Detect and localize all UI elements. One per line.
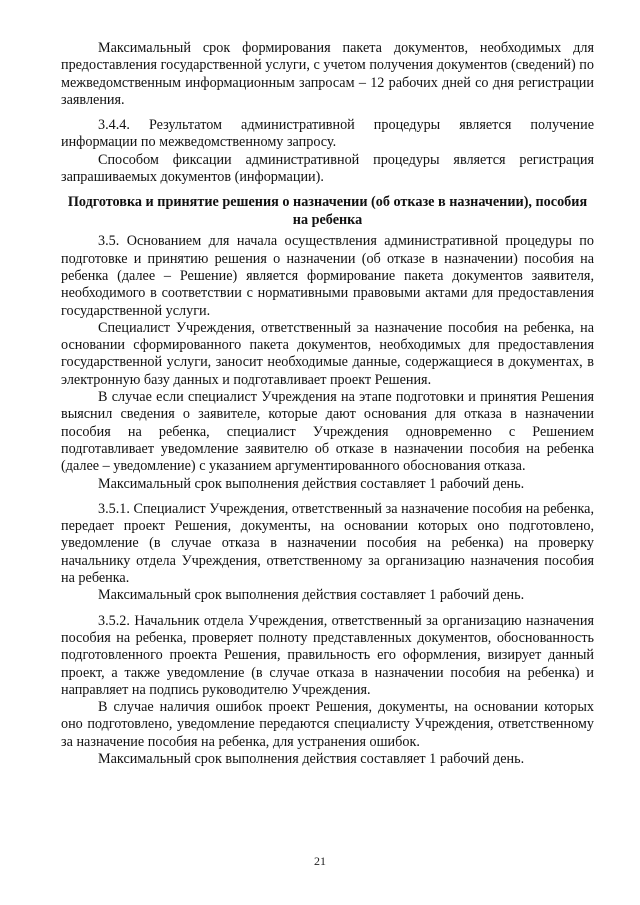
paragraph-deadline-1-day: Максимальный срок выполнения действия составляет 1 рабочий день.: [98, 475, 525, 492]
paragraph-specialist-enters-data: Специалист Учреждения, ответственный за назначение пособия на ребенка, на основании сформированного пакета документов, необходимых для предоставления государственной услуги, заносит необходимые данные, содержащиеся в документах, в электронную базу данных и подготавливает проект Решения.: [61, 319, 594, 388]
paragraph-deadline-12-days: Максимальный срок формирования пакета документов, необходимых для предоставления государственной услуги, с учетом получения документов (сведений) по межведомственным информационным запросам – 12 рабочих дней со дня регистрации заявления.: [61, 40, 594, 108]
paragraph-3-4-4: 3.4.4. Результатом административной процедуры является получение информации по межведомственному запросу.: [61, 117, 594, 151]
paragraph-refusal-case: В случае если специалист Учреждения на этапе подготовки и принятия Решения выяснил сведения о заявителе, которые дают основания для отказа в назначении пособия на ребенка, специалист Учреждения одновременно с Решением подготавливает уведомление заявителю об отказе в назначении пособия на ребенка (далее – уведомление) с указанием аргументированного обоснования отказа.: [61, 389, 594, 475]
paragraph-errors-case: В случае наличия ошибок проект Решения, документы, на основании которых оно подготовлено, уведомление передаются специалисту Учреждения, ответственному за назначение пособия на ребенка, для устранения ошибок.: [61, 699, 594, 750]
paragraph-fixation-method: Способом фиксации административной процедуры является регистрация запрашиваемых документов (информации).: [61, 151, 594, 186]
section-heading: Подготовка и принятие решения о назначении (об отказе в назначении), пособия на ребенка: [67, 194, 588, 228]
document-page: [61, 40, 594, 768]
paragraph-3-5-1: 3.5.1. Специалист Учреждения, ответственный за назначение пособия на ребенка, передает проект Решения, документы, на основании которых оно подготовлено, уведомление (в случае отказа в назначении пособия на ребенка) на проверку начальнику отдела Учреждения, ответственному за организацию назначения пособия на ребенка.: [61, 500, 594, 587]
paragraph-deadline-1-day: Максимальный срок выполнения действия составляет 1 рабочий день.: [98, 750, 525, 767]
paragraph-3-5-2: 3.5.2. Начальник отдела Учреждения, ответственный за организацию назначения пособия на ребенка, проверяет полноту представленных документов, обоснованность подготовленного проекта Решения, правильность его оформления, визирует данный проект, а также уведомление (в случае отказа в назначении пособия на ребенка) и направляет на подпись руководителю Учреждения.: [61, 612, 594, 698]
paragraph-3-5: 3.5. Основанием для начала осуществления административной процедуры по подготовке и принятию решения о назначении (об отказе в назначении) пособия на ребенка (далее – Решение) является формирование пакета документов заявителя, необходимого в соответствии с нормативными правовыми актами для предоставления государственной услуги.: [61, 233, 594, 319]
page-number: 21: [314, 854, 326, 868]
paragraph-deadline-1-day: Максимальный срок выполнения действия составляет 1 рабочий день.: [98, 587, 525, 604]
